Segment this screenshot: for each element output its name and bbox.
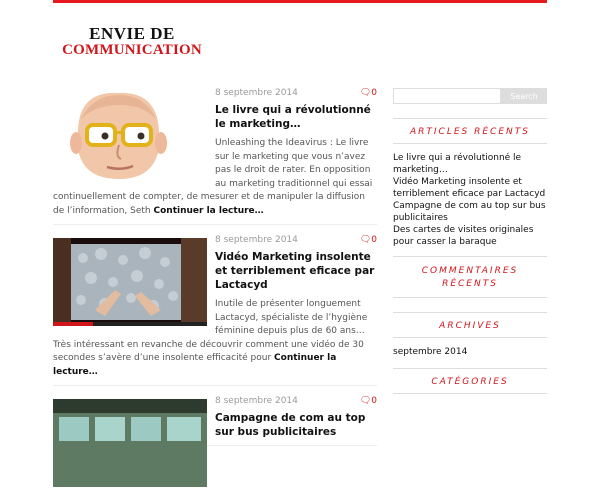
post-excerpt-text: Unleashing the Ideavirus : Le livre sur le marketing que vous n’avez pas le droit de rater. En opposition au marketing traditionnel qui essai continuellement de compter, de mesurer et de manipuler la diffusion de l’information, Seth — [53, 138, 373, 216]
archives-heading: ARCHIVES — [393, 312, 547, 338]
recent-post-link[interactable]: Le livre qui a révolutionné le marketing… — [393, 153, 522, 175]
post-item — [53, 396, 377, 446]
archives-list — [393, 338, 547, 366]
read-more-link[interactable]: Continuer la lecture… — [53, 353, 337, 377]
post-title-link[interactable]: Le livre qui a révolutionné le marketing… — [215, 104, 371, 130]
read-more-link[interactable]: Continuer la lecture… — [153, 205, 264, 216]
comment-count[interactable] — [360, 235, 377, 246]
recent-post-link[interactable]: Campagne de com au top sur bus publicitaires — [393, 201, 546, 223]
post-item — [53, 88, 377, 225]
search-form — [393, 88, 547, 104]
post-meta — [215, 396, 377, 407]
recent-posts-list — [393, 144, 547, 256]
top-accent-bar — [53, 0, 547, 3]
recent-post-link[interactable]: Des cartes de visites originales pour casser la baraque — [393, 225, 534, 247]
comment-count-value: 0 — [371, 88, 377, 98]
comment-count[interactable] — [360, 396, 377, 407]
archive-link[interactable]: septembre 2014 — [393, 347, 468, 357]
recent-comments-heading: COMMENTAIRES RÉCENTS — [393, 256, 547, 298]
post-list — [53, 88, 377, 489]
logo-line-2: COMMUNICATION — [62, 42, 202, 58]
comment-bubble-icon: 🗨︎ — [359, 235, 372, 245]
comment-bubble-icon: 🗨︎ — [359, 88, 372, 98]
post-excerpt-text: Inutile de présenter longuement Lactacyd, spécialiste de l’hygiène féminine depuis plus de 60 ans… Très intéressant en revanche de découvrir comment une vidéo de 30 secondes s’avère d’une insolente efficacité pour — [53, 299, 368, 363]
comment-bubble-icon: 🗨︎ — [359, 396, 372, 406]
comment-count-value: 0 — [371, 235, 377, 245]
comment-count-value: 0 — [371, 396, 377, 406]
recent-posts-heading: ARTICLES RÉCENTS — [393, 118, 547, 144]
search-input[interactable] — [393, 88, 501, 104]
post-thumbnail[interactable] — [53, 91, 207, 179]
post-meta — [215, 88, 377, 99]
search-button[interactable]: Search — [501, 88, 547, 104]
post-date: 8 septembre 2014 — [215, 88, 298, 98]
site-logo[interactable] — [57, 25, 207, 58]
post-thumbnail[interactable] — [53, 399, 207, 487]
post-date: 8 septembre 2014 — [215, 235, 298, 245]
post-title-link[interactable]: Campagne de com au top sur bus publicitaires — [215, 412, 366, 438]
post-date: 8 septembre 2014 — [215, 396, 298, 406]
comment-count[interactable] — [360, 88, 377, 99]
sidebar — [393, 88, 547, 394]
logo-line-1: ENVIE DE — [89, 24, 175, 43]
post-meta — [215, 235, 377, 246]
post-title-link[interactable]: Vidéo Marketing insolente et terriblement eficace par Lactacyd — [215, 251, 375, 291]
post-thumbnail[interactable] — [53, 238, 207, 326]
post-item — [53, 235, 377, 386]
categories-heading: CATÉGORIES — [393, 368, 547, 394]
recent-post-link[interactable]: Vidéo Marketing insolente et terriblement eficace par Lactacyd — [393, 177, 546, 199]
